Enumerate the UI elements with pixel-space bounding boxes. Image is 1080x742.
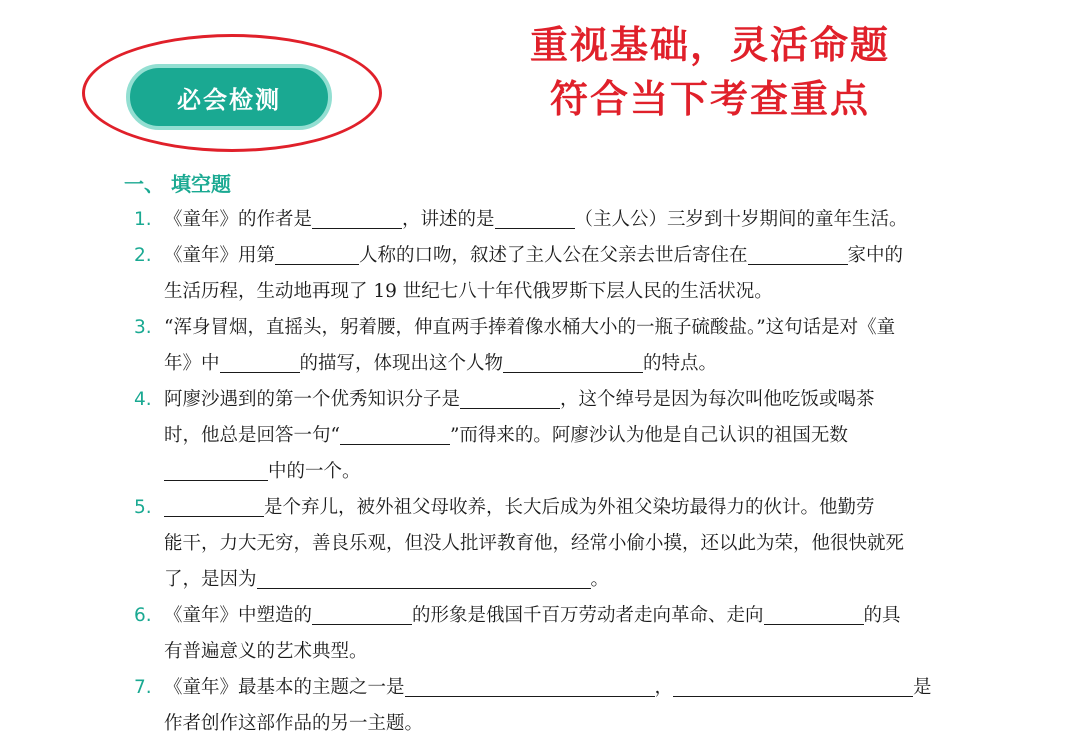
promo-text	[500, 18, 920, 126]
question-4	[134, 382, 964, 490]
answer-blank[interactable]	[312, 604, 412, 625]
question-number: 1.	[134, 209, 152, 230]
question-text: 年》中	[164, 353, 220, 374]
question-text: ，讲述的是	[402, 209, 495, 230]
question-line	[134, 706, 964, 742]
question-number: 4.	[134, 389, 152, 410]
question-text: 能干，力大无穷，善良乐观，但没人批评教育他，经常小偷小摸，还以此为荣，他很快就死	[164, 533, 905, 554]
question-line	[134, 598, 964, 634]
question-6	[134, 598, 964, 670]
question-text: 是	[913, 677, 932, 698]
question-text: 作者创作这部作品的另一主题。	[164, 713, 424, 734]
question-text: 生活历程，生动地再现了 19 世纪七八十年代俄罗斯下层人民的生活状况。	[164, 281, 773, 302]
question-line	[134, 418, 964, 454]
question-line	[134, 346, 964, 382]
question-text: 。	[590, 569, 610, 590]
question-number: 5.	[134, 497, 152, 518]
question-line	[134, 238, 964, 274]
promo-line-2: 符合当下考查重点	[549, 77, 870, 121]
question-text: ，	[654, 677, 674, 698]
question-text: 的特点。	[643, 353, 718, 374]
promo-line-1: 重视基础，灵活命题	[529, 23, 890, 67]
answer-blank[interactable]	[164, 460, 268, 481]
question-5	[134, 490, 964, 598]
question-text: 的描写，体现出这个人物	[299, 353, 504, 374]
question-7	[134, 670, 964, 742]
question-text: 有普遍意义的艺术典型。	[164, 641, 368, 662]
question-text: 人称的口吻，叙述了主人公在父亲去世后寄住在	[359, 245, 748, 266]
answer-blank[interactable]	[340, 424, 450, 445]
question-text: ，这个绰号是因为每次叫他吃饭或喝茶	[560, 389, 875, 410]
question-line	[134, 526, 964, 562]
answer-blank[interactable]	[503, 352, 643, 373]
answer-blank[interactable]	[460, 388, 560, 409]
question-number: 2.	[134, 245, 152, 266]
answer-blank[interactable]	[748, 244, 848, 265]
question-text: 的具	[863, 605, 901, 626]
question-text: （主人公）三岁到十岁期间的童年生活。	[574, 209, 908, 230]
question-line	[134, 274, 964, 310]
question-line	[134, 562, 964, 598]
question-text: ”而得来的。阿廖沙认为他是自己认识的祖国无数	[449, 425, 848, 446]
answer-blank[interactable]	[764, 604, 864, 625]
question-number: 7.	[134, 677, 152, 698]
section-title: 一、 填空题	[124, 172, 231, 196]
question-text: 《童年》中塑造的	[164, 605, 313, 626]
question-text: 中的一个。	[268, 461, 361, 482]
answer-blank[interactable]	[405, 676, 655, 697]
question-line	[134, 454, 964, 490]
question-3	[134, 310, 964, 382]
answer-blank[interactable]	[275, 244, 359, 265]
question-line	[134, 310, 964, 346]
answer-blank[interactable]	[220, 352, 300, 373]
question-1	[134, 202, 964, 238]
question-number: 6.	[134, 605, 152, 626]
question-text: 阿廖沙遇到的第一个优秀知识分子是	[164, 389, 461, 410]
answer-blank[interactable]	[164, 496, 264, 517]
answer-blank[interactable]	[495, 208, 575, 229]
question-text: “浑身冒烟，直摇头，躬着腰，伸直两手捧着像水桶大小的一瓶子硫酸盐。”这句话是对《童	[164, 317, 896, 338]
question-2	[134, 238, 964, 310]
answer-blank[interactable]	[257, 568, 591, 589]
question-line	[134, 382, 964, 418]
question-text: 家中的	[847, 245, 904, 266]
question-line	[134, 634, 964, 670]
question-text: 《童年》用第	[164, 245, 276, 266]
question-text: 的形象是俄国千百万劳动者走向革命、走向	[412, 605, 764, 626]
question-text: 《童年》最基本的主题之一是	[164, 677, 405, 698]
question-line	[134, 670, 964, 706]
question-line	[134, 202, 964, 238]
question-line	[134, 490, 964, 526]
question-text: 时，他总是回答一句“	[164, 425, 340, 446]
answer-blank[interactable]	[673, 676, 913, 697]
section-badge: 必会检测	[126, 64, 332, 130]
question-number: 3.	[134, 317, 152, 338]
question-text: 《童年》的作者是	[164, 209, 313, 230]
answer-blank[interactable]	[312, 208, 402, 229]
question-text: 了，是因为	[164, 569, 257, 590]
question-text: 是个弃儿，被外祖父母收养，长大后成为外祖父染坊最得力的伙计。他勤劳	[264, 497, 875, 518]
